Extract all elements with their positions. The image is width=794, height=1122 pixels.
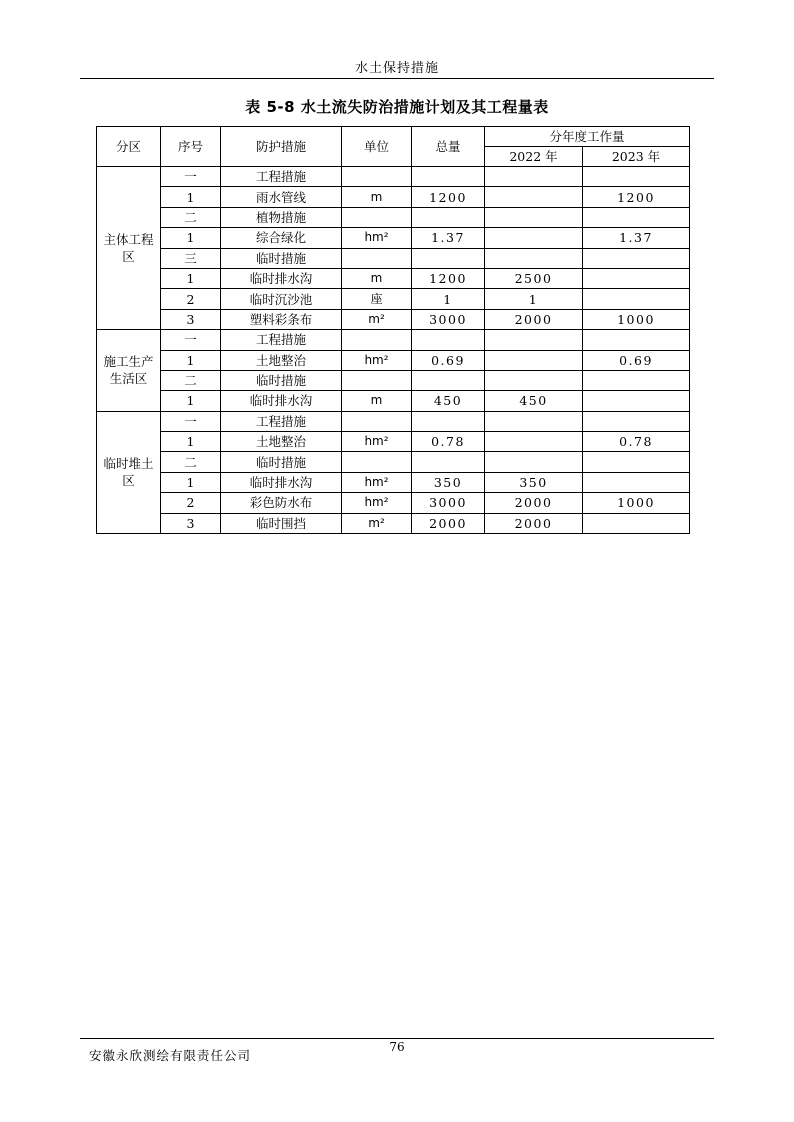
cell-seq: 1 [161, 472, 221, 492]
table-title: 表 5-8 水土流失防治措施计划及其工程量表 [245, 98, 549, 116]
cell-total: 450 [412, 391, 485, 411]
table-row [97, 391, 690, 411]
cell-unit [342, 207, 412, 227]
cell-y2023: 0.69 [583, 350, 690, 370]
cell-total: 1200 [412, 187, 485, 207]
cell-y2023 [583, 167, 690, 187]
cell-unit [342, 452, 412, 472]
cell-measure: 雨水管线 [221, 187, 342, 207]
footer-rule [80, 1038, 714, 1039]
cell-seq: 2 [161, 493, 221, 513]
cell-total: 2000 [412, 513, 485, 533]
cell-y2022: 2000 [485, 309, 583, 329]
col-header-total: 总量 [412, 127, 485, 167]
header-rule [80, 78, 714, 79]
cell-y2023 [583, 370, 690, 390]
cell-y2022 [485, 350, 583, 370]
col-header-seq: 序号 [161, 127, 221, 167]
running-header: 水土保持措施 [354, 61, 439, 76]
cell-measure: 工程措施 [221, 411, 342, 431]
cell-y2022 [485, 207, 583, 227]
cell-y2023: 0.78 [583, 432, 690, 452]
cell-y2022 [485, 228, 583, 248]
cell-seq: 3 [161, 309, 221, 329]
header-row [97, 127, 690, 147]
cell-seq: 一 [161, 167, 221, 187]
cell-measure: 临时沉沙池 [221, 289, 342, 309]
cell-y2023 [583, 391, 690, 411]
cell-total: 350 [412, 472, 485, 492]
cell-total [412, 330, 485, 350]
cell-unit [342, 248, 412, 268]
cell-seq: 二 [161, 370, 221, 390]
cell-measure: 土地整治 [221, 432, 342, 452]
cell-y2022 [485, 411, 583, 431]
cell-unit [342, 167, 412, 187]
table-row [97, 411, 690, 431]
table-row [97, 472, 690, 492]
cell-y2022 [485, 248, 583, 268]
cell-measure: 临时围挡 [221, 513, 342, 533]
cell-total [412, 167, 485, 187]
cell-seq: 二 [161, 452, 221, 472]
cell-seq: 2 [161, 289, 221, 309]
cell-seq: 1 [161, 391, 221, 411]
zone-cell: 主体工程 区 [97, 167, 161, 330]
cell-total: 1.37 [412, 228, 485, 248]
cell-y2022 [485, 187, 583, 207]
table-row [97, 493, 690, 513]
cell-unit: hm² [342, 228, 412, 248]
cell-unit: hm² [342, 350, 412, 370]
cell-y2022 [485, 370, 583, 390]
table-row [97, 432, 690, 452]
cell-unit: 座 [342, 289, 412, 309]
cell-y2023 [583, 330, 690, 350]
cell-seq: 一 [161, 411, 221, 431]
cell-y2022: 2000 [485, 513, 583, 533]
cell-y2023: 1.37 [583, 228, 690, 248]
cell-total: 1200 [412, 268, 485, 288]
cell-y2023 [583, 268, 690, 288]
cell-total [412, 248, 485, 268]
col-header-unit: 单位 [342, 127, 412, 167]
cell-unit: hm² [342, 472, 412, 492]
cell-measure: 工程措施 [221, 167, 342, 187]
cell-unit: m [342, 268, 412, 288]
cell-measure: 塑料彩条布 [221, 309, 342, 329]
cell-seq: 一 [161, 330, 221, 350]
table-row [97, 228, 690, 248]
company-name: 安徽永欣测绘有限责任公司 [89, 1048, 252, 1063]
cell-measure: 临时排水沟 [221, 268, 342, 288]
cell-total [412, 452, 485, 472]
cell-total: 1 [412, 289, 485, 309]
cell-measure: 临时排水沟 [221, 391, 342, 411]
cell-unit: hm² [342, 432, 412, 452]
cell-total [412, 411, 485, 431]
cell-y2022: 2500 [485, 268, 583, 288]
cell-y2022 [485, 452, 583, 472]
cell-total [412, 370, 485, 390]
cell-seq: 3 [161, 513, 221, 533]
cell-y2022 [485, 330, 583, 350]
col-header-annual: 分年度工作量 [485, 127, 690, 147]
cell-y2022 [485, 432, 583, 452]
measures-table [96, 126, 690, 534]
cell-y2023 [583, 411, 690, 431]
cell-y2022: 350 [485, 472, 583, 492]
cell-y2023: 1200 [583, 187, 690, 207]
cell-unit: m [342, 187, 412, 207]
table-row [97, 370, 690, 390]
cell-y2023 [583, 289, 690, 309]
table-row [97, 248, 690, 268]
cell-total: 0.78 [412, 432, 485, 452]
cell-y2023 [583, 207, 690, 227]
cell-unit: m² [342, 309, 412, 329]
cell-unit [342, 411, 412, 431]
cell-y2023 [583, 513, 690, 533]
cell-unit [342, 370, 412, 390]
zone-cell: 施工生产 生活区 [97, 330, 161, 412]
cell-y2023 [583, 452, 690, 472]
table-row [97, 207, 690, 227]
col-header-2023: 2023 年 [583, 147, 690, 167]
cell-seq: 1 [161, 187, 221, 207]
cell-total: 3000 [412, 493, 485, 513]
cell-measure: 彩色防水布 [221, 493, 342, 513]
cell-seq: 1 [161, 268, 221, 288]
cell-seq: 1 [161, 228, 221, 248]
cell-seq: 二 [161, 207, 221, 227]
table-row [97, 350, 690, 370]
col-header-measure: 防护措施 [221, 127, 342, 167]
cell-y2022 [485, 167, 583, 187]
cell-y2023 [583, 248, 690, 268]
cell-measure: 临时措施 [221, 370, 342, 390]
cell-unit: m² [342, 513, 412, 533]
table-row [97, 452, 690, 472]
cell-measure: 植物措施 [221, 207, 342, 227]
cell-total [412, 207, 485, 227]
cell-total: 3000 [412, 309, 485, 329]
cell-y2022: 2000 [485, 493, 583, 513]
table-row [97, 289, 690, 309]
page-number: 76 [389, 1040, 405, 1054]
cell-measure: 综合绿化 [221, 228, 342, 248]
cell-measure: 工程措施 [221, 330, 342, 350]
col-header-zone: 分区 [97, 127, 161, 167]
cell-y2022: 1 [485, 289, 583, 309]
cell-total: 0.69 [412, 350, 485, 370]
table-row [97, 309, 690, 329]
cell-unit: hm² [342, 493, 412, 513]
table-row [97, 167, 690, 187]
cell-y2022: 450 [485, 391, 583, 411]
table-row [97, 330, 690, 350]
cell-y2023: 1000 [583, 309, 690, 329]
cell-measure: 临时排水沟 [221, 472, 342, 492]
cell-unit: m [342, 391, 412, 411]
cell-measure: 临时措施 [221, 248, 342, 268]
col-header-2022: 2022 年 [485, 147, 583, 167]
cell-measure: 土地整治 [221, 350, 342, 370]
cell-unit [342, 330, 412, 350]
cell-seq: 三 [161, 248, 221, 268]
cell-y2023 [583, 472, 690, 492]
table-row [97, 513, 690, 533]
zone-cell: 临时堆土 区 [97, 411, 161, 533]
cell-seq: 1 [161, 432, 221, 452]
table-row [97, 268, 690, 288]
cell-measure: 临时措施 [221, 452, 342, 472]
cell-seq: 1 [161, 350, 221, 370]
cell-y2023: 1000 [583, 493, 690, 513]
table-row [97, 187, 690, 207]
